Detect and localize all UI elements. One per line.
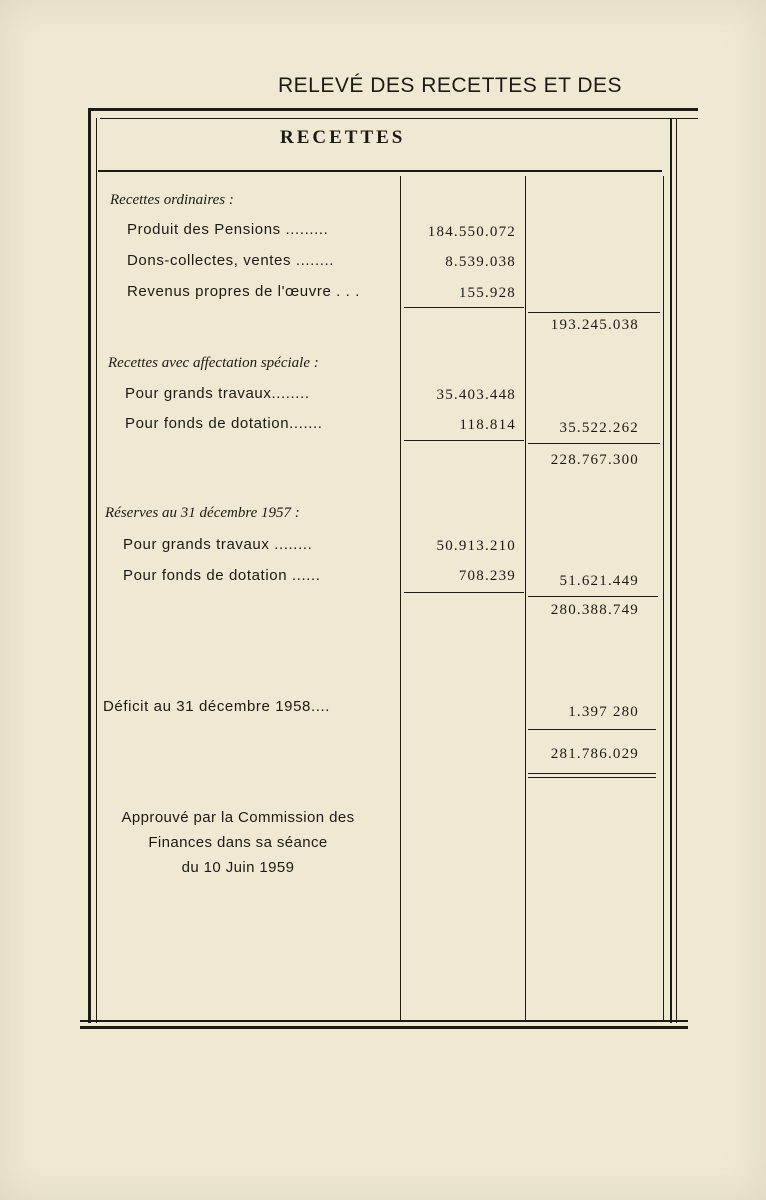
row-amount: 155.928	[458, 285, 516, 301]
table-top-rule-thin	[100, 118, 698, 119]
column-divider-1	[400, 176, 401, 1020]
table-bottom-rule-2	[80, 1026, 688, 1029]
column-divider-2	[525, 176, 526, 1020]
row-amount: 118.814	[459, 417, 516, 433]
subtotal-rule	[528, 596, 658, 597]
group-heading: Réserves au 31 décembre 1957 :	[105, 505, 300, 521]
row-label: Dons-collectes, ventes ........	[127, 252, 335, 269]
table-left-border-thin	[96, 118, 97, 1023]
page-title: RELEVÉ DES RECETTES ET DES	[278, 74, 623, 97]
deficit-label: Déficit au 31 décembre 1958....	[103, 698, 331, 715]
row-label: Revenus propres de l'œuvre . . .	[127, 283, 360, 300]
running-total: 280.388.749	[550, 602, 639, 618]
group-heading: Recettes ordinaires :	[110, 192, 234, 208]
approval-line: du 10 Juin 1959	[181, 859, 295, 876]
table-left-border	[88, 108, 91, 1023]
approval-note	[88, 805, 388, 880]
grand-total: 281.786.029	[550, 746, 639, 762]
row-amount: 184.550.072	[427, 224, 516, 240]
header-separator	[98, 170, 662, 172]
table-right-border-thin	[676, 118, 677, 1023]
group-subtotal: 35.522.262	[559, 420, 639, 436]
subtotal-rule	[404, 592, 524, 593]
subtotal-rule	[404, 440, 524, 441]
row-amount: 50.913.210	[436, 538, 516, 554]
column-divider-3	[663, 176, 664, 1020]
table-right-border	[670, 118, 672, 1023]
group-subtotal: 51.621.449	[559, 573, 639, 589]
deficit-amount: 1.397 280	[568, 704, 639, 720]
subtotal-rule	[528, 443, 660, 444]
table-top-rule	[88, 108, 698, 111]
row-label: Produit des Pensions .........	[127, 221, 329, 238]
total-rule	[528, 729, 656, 730]
grand-total-rule	[528, 773, 656, 774]
row-label: Pour grands travaux........	[125, 385, 310, 402]
table-bottom-rule	[80, 1020, 688, 1022]
grand-total-rule-2	[528, 777, 656, 778]
subtotal-rule	[404, 307, 524, 308]
group-heading: Recettes avec affectation spéciale :	[108, 355, 319, 371]
row-label: Pour grands travaux ........	[123, 536, 313, 553]
subtotal-rule	[528, 312, 660, 313]
row-amount: 35.403.448	[436, 387, 516, 403]
section-title: RECETTES	[280, 127, 406, 148]
group-subtotal: 193.245.038	[550, 317, 639, 333]
row-label: Pour fonds de dotation.......	[125, 415, 323, 432]
approval-line: Finances dans sa séance	[148, 834, 328, 851]
row-amount: 708.239	[458, 568, 516, 584]
running-total: 228.767.300	[550, 452, 639, 468]
approval-line: Approuvé par la Commission des	[121, 809, 355, 826]
row-label: Pour fonds de dotation ......	[123, 567, 321, 584]
row-amount: 8.539.038	[445, 254, 516, 270]
